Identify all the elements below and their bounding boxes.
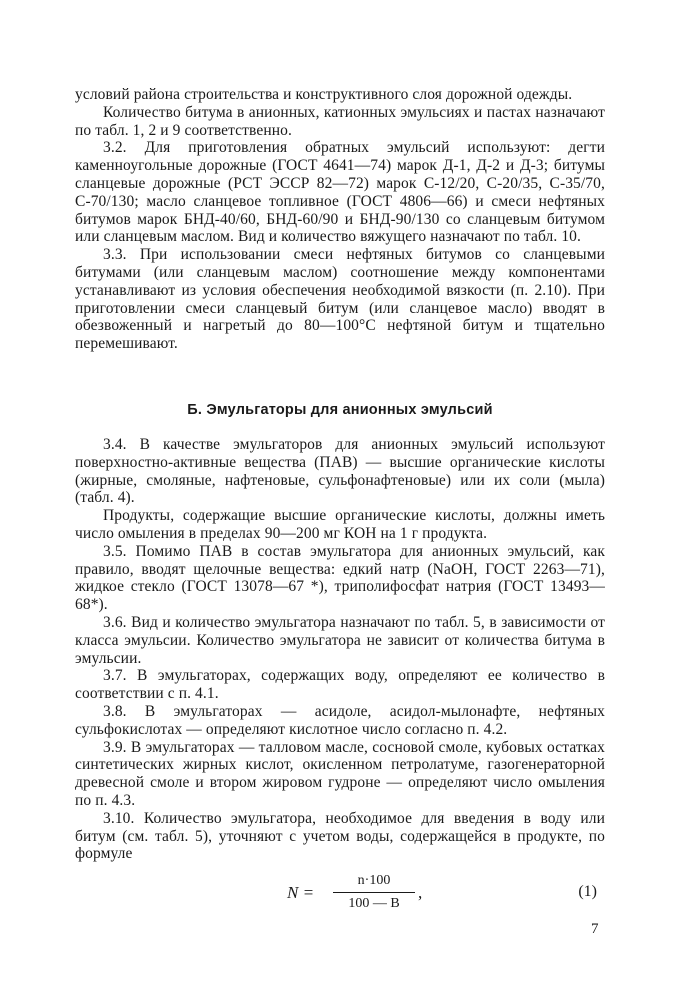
formula-denominator: 100 — B bbox=[348, 896, 400, 911]
formula-1 bbox=[75, 870, 605, 920]
formula-numerator: n·100 bbox=[357, 873, 391, 888]
text-block-bottom bbox=[75, 436, 605, 863]
paragraph-3-5: 3.5. Помимо ПАВ в состав эмульгатора для анионных эмульсий, как правило, вводят щелочные вещества: едкий натр (NaOH, ГОСТ 2263—71), жидкое стекло (ГОСТ 13078—67 *), триполифосфат натрия (ГОСТ 13493—68*). bbox=[75, 542, 605, 614]
text-block-top bbox=[75, 86, 605, 353]
paragraph-continuation: условий района строительства и конструктивного слоя дорожной одежды. bbox=[75, 86, 573, 103]
paragraph-3-7: 3.7. В эмульгаторах, содержащих воду, определяют ее количество в соответствии с п. 4.1. bbox=[75, 667, 605, 703]
paragraph-products: Продукты, содержащие высшие органические кислоты, должны иметь число омыления в пределах 90—200 мг КОН на 1 г продукта. bbox=[75, 507, 605, 542]
section-heading: Б. Эмульгаторы для анионных эмульсий bbox=[187, 402, 493, 418]
formula-lhs: N = bbox=[287, 883, 315, 902]
formula-fraction bbox=[333, 872, 415, 913]
paragraph-3-2: 3.2. Для приготовления обратных эмульсий используют: дегти каменноугольные дорожные (ГОСТ 4641—74) марок Д-1, Д-2 и Д-3; битумы сланцевые дорожные (РСТ ЭССР 82—72) марок С-12/20, С-20/35, С-35/70, С-70/130; масло сланцевое топливное (ГОСТ 4806—66) и смеси нефтяных битумов марок БНД-40/60, БНД-60/90 и БНД-90/130 со сланцевым битумом или сланцевым маслом. Вид и количество вяжущего назначают по табл. 10. bbox=[75, 139, 605, 246]
paragraph-bitumen-quantity: Количество битума в анионных, катионных эмульсиях и пастах назначают по табл. 1, 2 и 9 соответственно. bbox=[75, 103, 605, 139]
formula-comma: , bbox=[418, 883, 423, 902]
paragraph-3-3: 3.3. При использовании смеси нефтяных битумов со сланцевыми битумами (или сланцевым маслом) соотношение между компонентами устанавливают из условия обеспечения необходимой вязкости (п. 2.10). При приготовлении смеси сланцевый битум (или сланцевое масло) вводят в обезвоженный и нагретый до 80—100°С нефтяной битум и тщательно перемешивают. bbox=[75, 246, 605, 353]
fraction-bar bbox=[333, 892, 415, 893]
formula-number: (1) bbox=[578, 883, 597, 900]
paragraph-3-9: 3.9. В эмульгаторах — талловом масле, сосновой смоле, кубовых остатках синтетических жирных кислот, окисленном петролатуме, газогенераторной древесной смоле и втором жировом гудроне — определяют число омыления по п. 4.3. bbox=[75, 738, 605, 809]
page-number: 7 bbox=[591, 921, 599, 937]
paragraph-3-6: 3.6. Вид и количество эмульгатора назначают по табл. 5, в зависимости от класса эмульсии. Количество эмульгатора не зависит от количества битума в эмульсии. bbox=[75, 613, 605, 667]
paragraph-3-4: 3.4. В качестве эмульгаторов для анионных эмульсий используют поверхностно-активные вещества (ПАВ) — высшие органические кислоты (жирные, смоляные, нафтеновые, сульфонафтеновые) или их соли (мыла) (табл. 4). bbox=[75, 436, 605, 507]
paragraph-3-10: 3.10. Количество эмульгатора, необходимое для введения в воду или битум (см. табл. 5), уточняют с учетом воды, содержащейся в продукте, по формуле bbox=[75, 809, 605, 863]
paragraph-3-8: 3.8. В эмульгаторах — асидоле, асидол-мылонафте, нефтяных сульфокислотах — определяют кислотное число согласно п. 4.2. bbox=[75, 702, 605, 738]
